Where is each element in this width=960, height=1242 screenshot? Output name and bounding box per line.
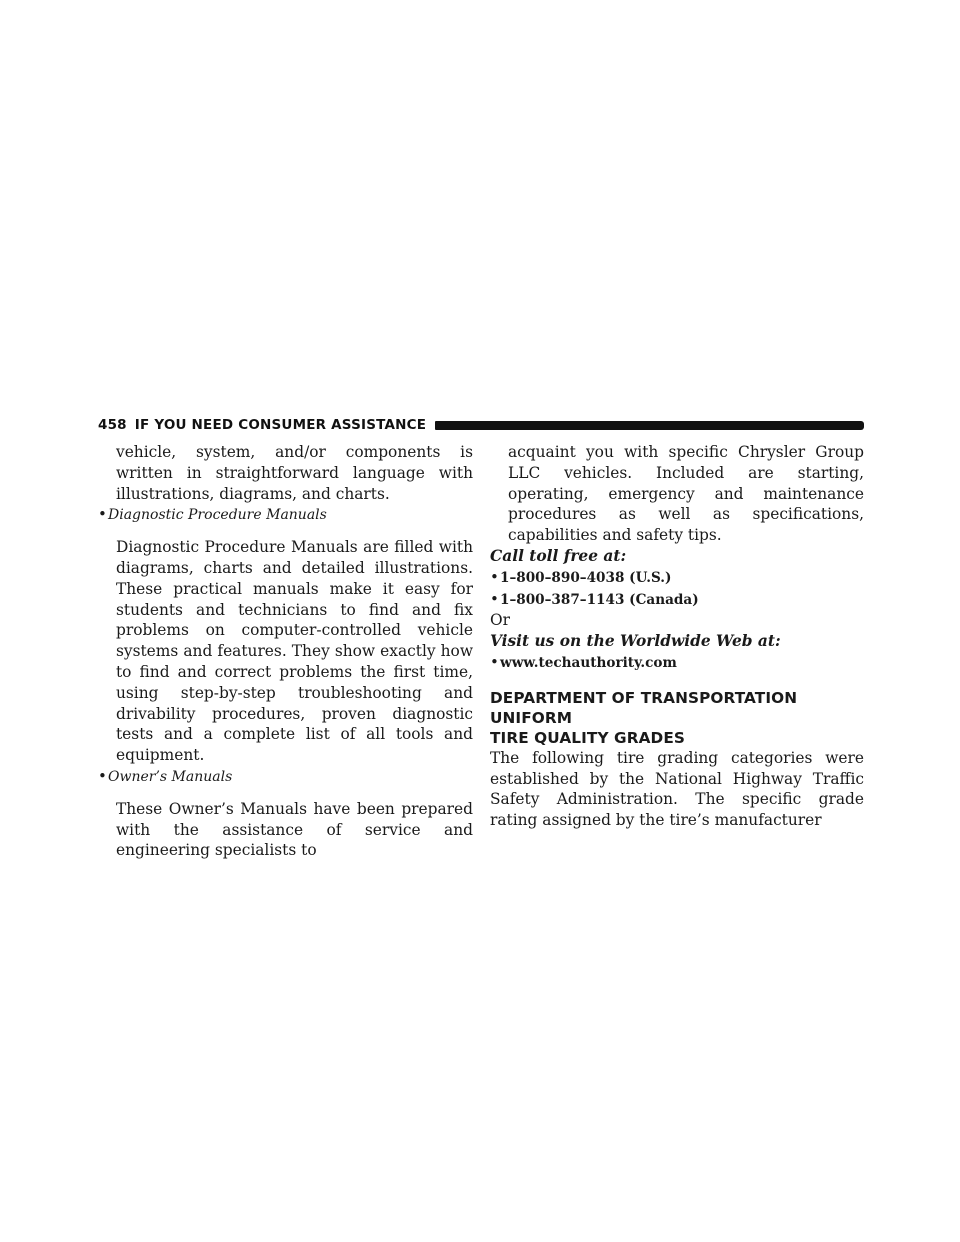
section-paragraph: The following tire grading categories were established by the National Highway Traffic Safety Administration. The specific grade rating assigned by the tire’s manufacturer bbox=[490, 748, 864, 830]
bullet-phone-canada bbox=[490, 589, 864, 611]
bullet-owners bbox=[98, 766, 473, 788]
diagnostic-label: Diagnostic Procedure Manuals bbox=[108, 507, 327, 524]
bullet-icon: • bbox=[490, 589, 499, 608]
section-heading-line1: DEPARTMENT OF TRANSPORTATION UNIFORM bbox=[490, 688, 798, 727]
section-title: IF YOU NEED CONSUMER ASSISTANCE bbox=[134, 417, 427, 433]
section-heading bbox=[490, 688, 864, 748]
page-number: 458 bbox=[98, 417, 127, 433]
owners-label: Owner’s Manuals bbox=[108, 768, 233, 785]
page-header bbox=[98, 416, 864, 434]
phone-canada: 1–800–387–1143 (Canada) bbox=[500, 591, 699, 608]
phone-us: 1–800–890–4038 (U.S.) bbox=[500, 569, 672, 586]
bullet-icon: • bbox=[490, 652, 499, 671]
website-link[interactable]: www.techauthority.com bbox=[500, 654, 677, 671]
bullet-icon: • bbox=[98, 505, 107, 524]
continued-paragraph: vehicle, system, and/or components is written in straightforward language with illustrations, diagrams, and charts. bbox=[116, 443, 473, 503]
call-label: Call toll free at: bbox=[490, 546, 627, 565]
bullet-diagnostic bbox=[98, 504, 473, 526]
header-rule bbox=[435, 421, 864, 430]
owners-continued-paragraph: acquaint you with specific Chrysler Group LLC vehicles. Included are starting, operating, emergency and maintenance procedures as well as specifications, capabilities and safety tips. bbox=[508, 443, 864, 545]
or-text: Or bbox=[490, 611, 510, 630]
diagnostic-paragraph: Diagnostic Procedure Manuals are filled with diagrams, charts and detailed illustrations. These practical manuals make it easy for students and technicians to find and fix problems on computer-controlled vehicle systems and features. They show exactly how to find and correct problems the first time, using step-by-step troubleshooting and drivability procedures, proven diagnostic tests and a complete list of all tools and equipment. bbox=[116, 538, 473, 765]
bullet-website bbox=[490, 652, 864, 674]
owners-paragraph: These Owner’s Manuals have been prepared with the assistance of service and engineering specialists to bbox=[116, 799, 473, 860]
web-label: Visit us on the Worldwide Web at: bbox=[490, 632, 781, 651]
bullet-icon: • bbox=[490, 567, 499, 586]
bullet-icon: • bbox=[98, 766, 107, 785]
left-column bbox=[98, 442, 473, 861]
section-heading-line2: TIRE QUALITY GRADES bbox=[490, 728, 685, 747]
right-column bbox=[490, 442, 864, 831]
bullet-phone-us bbox=[490, 567, 864, 589]
